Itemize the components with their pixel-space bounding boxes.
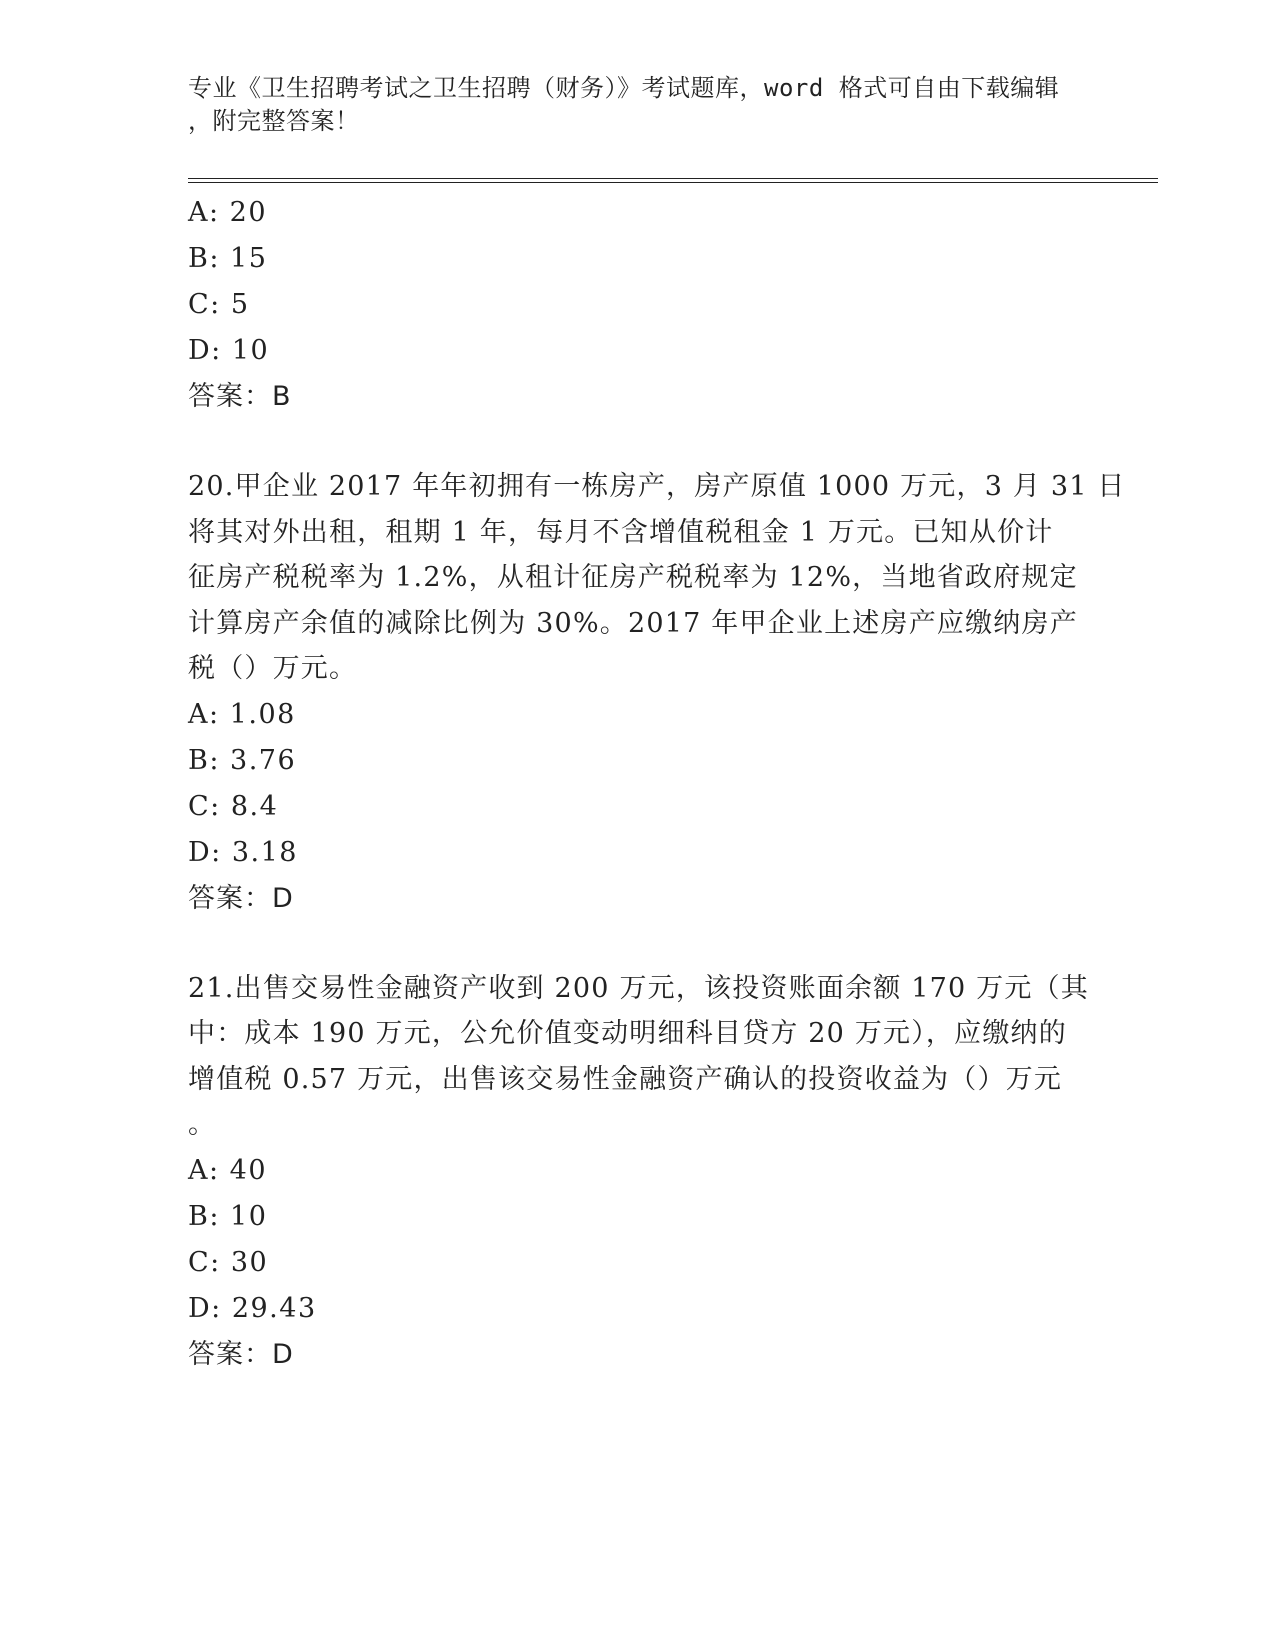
question-line: 计算房产余值的减除比例为 30%。2017 年甲企业上述房产应缴纳房产 [188,607,1078,639]
option-b: B: 3.76 [188,744,297,776]
answer-line: 答案：D [188,1338,294,1370]
document-body [188,190,1126,1378]
document-header [188,72,1088,138]
option-d: D: 29.43 [188,1292,317,1324]
question-line: 征房产税税率为 1.2%，从租计征房产税税率为 12%，当地省政府规定 [188,562,1078,593]
option-d: D: 3.18 [188,836,298,868]
spacer [188,420,1088,464]
question-line: 将其对外出租，租期 1 年，每月不含增值税租金 1 万元。已知从价计 [188,516,1054,548]
option-a: A: 40 [188,1154,268,1186]
question-block-19 [188,190,1088,420]
option-a: A: 1.08 [188,698,296,730]
option-b: B: 10 [188,1200,268,1232]
question-line: 增值税 0.57 万元，出售该交易性金融资产确认的投资收益为（）万元 [188,1063,1063,1095]
answer-line: 答案：B [188,381,292,412]
option-c: C: 8.4 [188,790,279,822]
answer-line: 答案：D [188,882,294,914]
header-divider-top [188,178,1158,179]
question-line: 20.甲企业 2017 年年初拥有一栋房产，房产原值 1000 万元，3 月 31 日 [188,471,1126,502]
option-c: C: 30 [188,1246,269,1278]
spacer [188,922,1088,966]
question-text [188,966,1088,1148]
header-divider-bottom [188,182,1158,183]
question-line: 中：成本 190 万元，公允价值变动明细科目贷方 20 万元），应缴纳的 [188,1018,1067,1049]
question-line: 21.出售交易性金融资产收到 200 万元，该投资账面余额 170 万元（其 [188,972,1089,1004]
question-block-20 [188,464,1126,922]
question-line: 税（）万元。 [188,653,358,684]
option-b: B: 15 [188,243,268,274]
question-block-21 [188,966,1088,1378]
header-line-1: 专业《卫生招聘考试之卫生招聘（财务）》考试题库，word 格式可自由下载编辑 [188,74,1060,102]
question-line: 。 [188,1109,217,1140]
option-a: A: 20 [188,197,268,228]
header-line-2: ，附完整答案！ [188,107,360,135]
option-d: D: 10 [188,335,270,366]
option-c: C: 5 [188,289,250,320]
question-text [188,464,1126,692]
